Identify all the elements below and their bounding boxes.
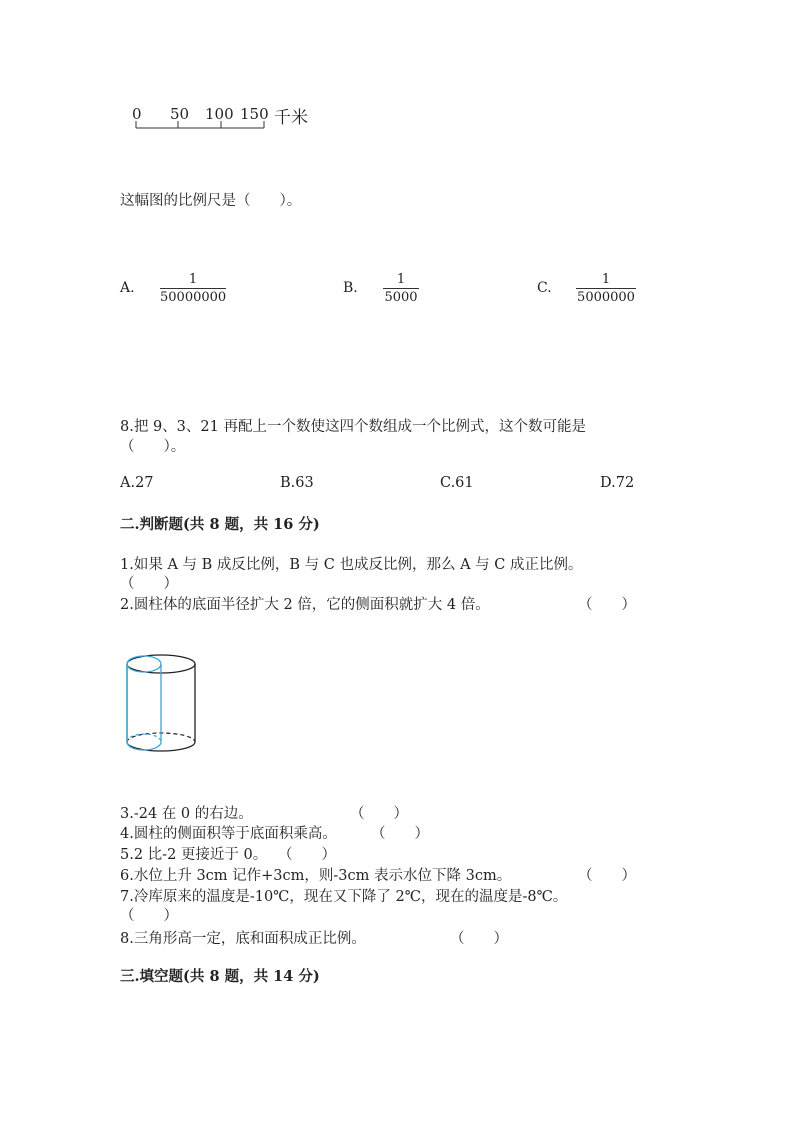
q7-option-c-fraction: [576, 272, 636, 305]
judge-item-4: 4.圆柱的侧面积等于底面积乘高。: [120, 826, 337, 842]
q7-option-c-label: C.: [537, 280, 552, 296]
judge-item-6-blank: （ ）: [578, 868, 636, 884]
judge-item-1: 1.如果 A 与 B 成反比例，B 与 C 也成反比例，那么 A 与 C 成正比例。: [120, 557, 583, 573]
judge-item-8: 8.三角形高一定，底和面积成正比例。: [120, 931, 366, 947]
judge-item-5: 5.2 比-2 更接近于 0。: [120, 847, 268, 863]
q7-option-c-denominator: 5000000: [577, 290, 635, 305]
q8-option-c: C.61: [440, 475, 474, 491]
scale-tick-100: 100: [205, 105, 234, 123]
section3-title: 三.填空题(共 8 题，共 14 分): [120, 968, 320, 985]
section2-title: 二.判断题(共 8 题，共 16 分): [120, 516, 320, 533]
judge-item-1-blank: （ ）: [120, 576, 178, 592]
q8-option-a: A.27: [120, 475, 154, 491]
scale-tick-50: 50: [170, 105, 190, 123]
judge-item-2-blank: （ ）: [578, 597, 636, 613]
fraction-bar: [383, 288, 419, 289]
q7-stem: 这幅图的比例尺是（ ）。: [120, 193, 302, 209]
judge-item-3-blank: （ ）: [350, 806, 408, 822]
judge-item-6: 6.水位上升 3cm 记作+3cm，则-3cm 表示水位下降 3cm。: [120, 868, 512, 884]
q7-option-a-fraction: [160, 272, 226, 305]
q8-option-d: D.72: [600, 475, 635, 491]
q8-stem-line1: 8.把 9、3、21 再配上一个数使这四个数组成一个比例式，这个数可能是: [120, 419, 586, 435]
q7-option-a-label: A.: [120, 280, 135, 296]
judge-item-8-blank: （ ）: [450, 931, 508, 947]
judge-item-7: 7.冷库原来的温度是-10℃，现在又下降了 2℃，现在的温度是-8℃。: [120, 889, 568, 905]
cylinder-inner-top: [127, 656, 161, 672]
q8-option-b: B.63: [280, 475, 314, 491]
q8-stem-line2: （ ）。: [120, 439, 186, 455]
fraction-bar: [160, 288, 226, 289]
fraction-bar: [576, 288, 636, 289]
scale-tick-150: 150: [240, 105, 269, 123]
q7-option-b-label: B.: [343, 280, 358, 296]
q7-option-a-numerator: 1: [188, 272, 198, 287]
scale-unit: 千米: [274, 108, 308, 128]
judge-item-5-blank: （ ）: [278, 847, 336, 863]
q7-option-b-fraction: [383, 272, 419, 305]
q7-option-b-numerator: 1: [396, 272, 406, 287]
scale-ruler: [130, 120, 270, 134]
scale-tick-0: 0: [132, 105, 142, 123]
q7-option-a-denominator: 50000000: [160, 290, 227, 305]
q7-option-c-numerator: 1: [601, 272, 611, 287]
judge-item-2: 2.圆柱体的底面半径扩大 2 倍，它的侧面积就扩大 4 倍。: [120, 597, 490, 613]
judge-item-3: 3.-24 在 0 的右边。: [120, 806, 253, 822]
judge-item-7-blank: （ ）: [120, 908, 178, 924]
q7-option-b-denominator: 5000: [384, 290, 418, 305]
judge-item-4-blank: （ ）: [371, 826, 429, 842]
cylinder-figure: [120, 648, 204, 760]
